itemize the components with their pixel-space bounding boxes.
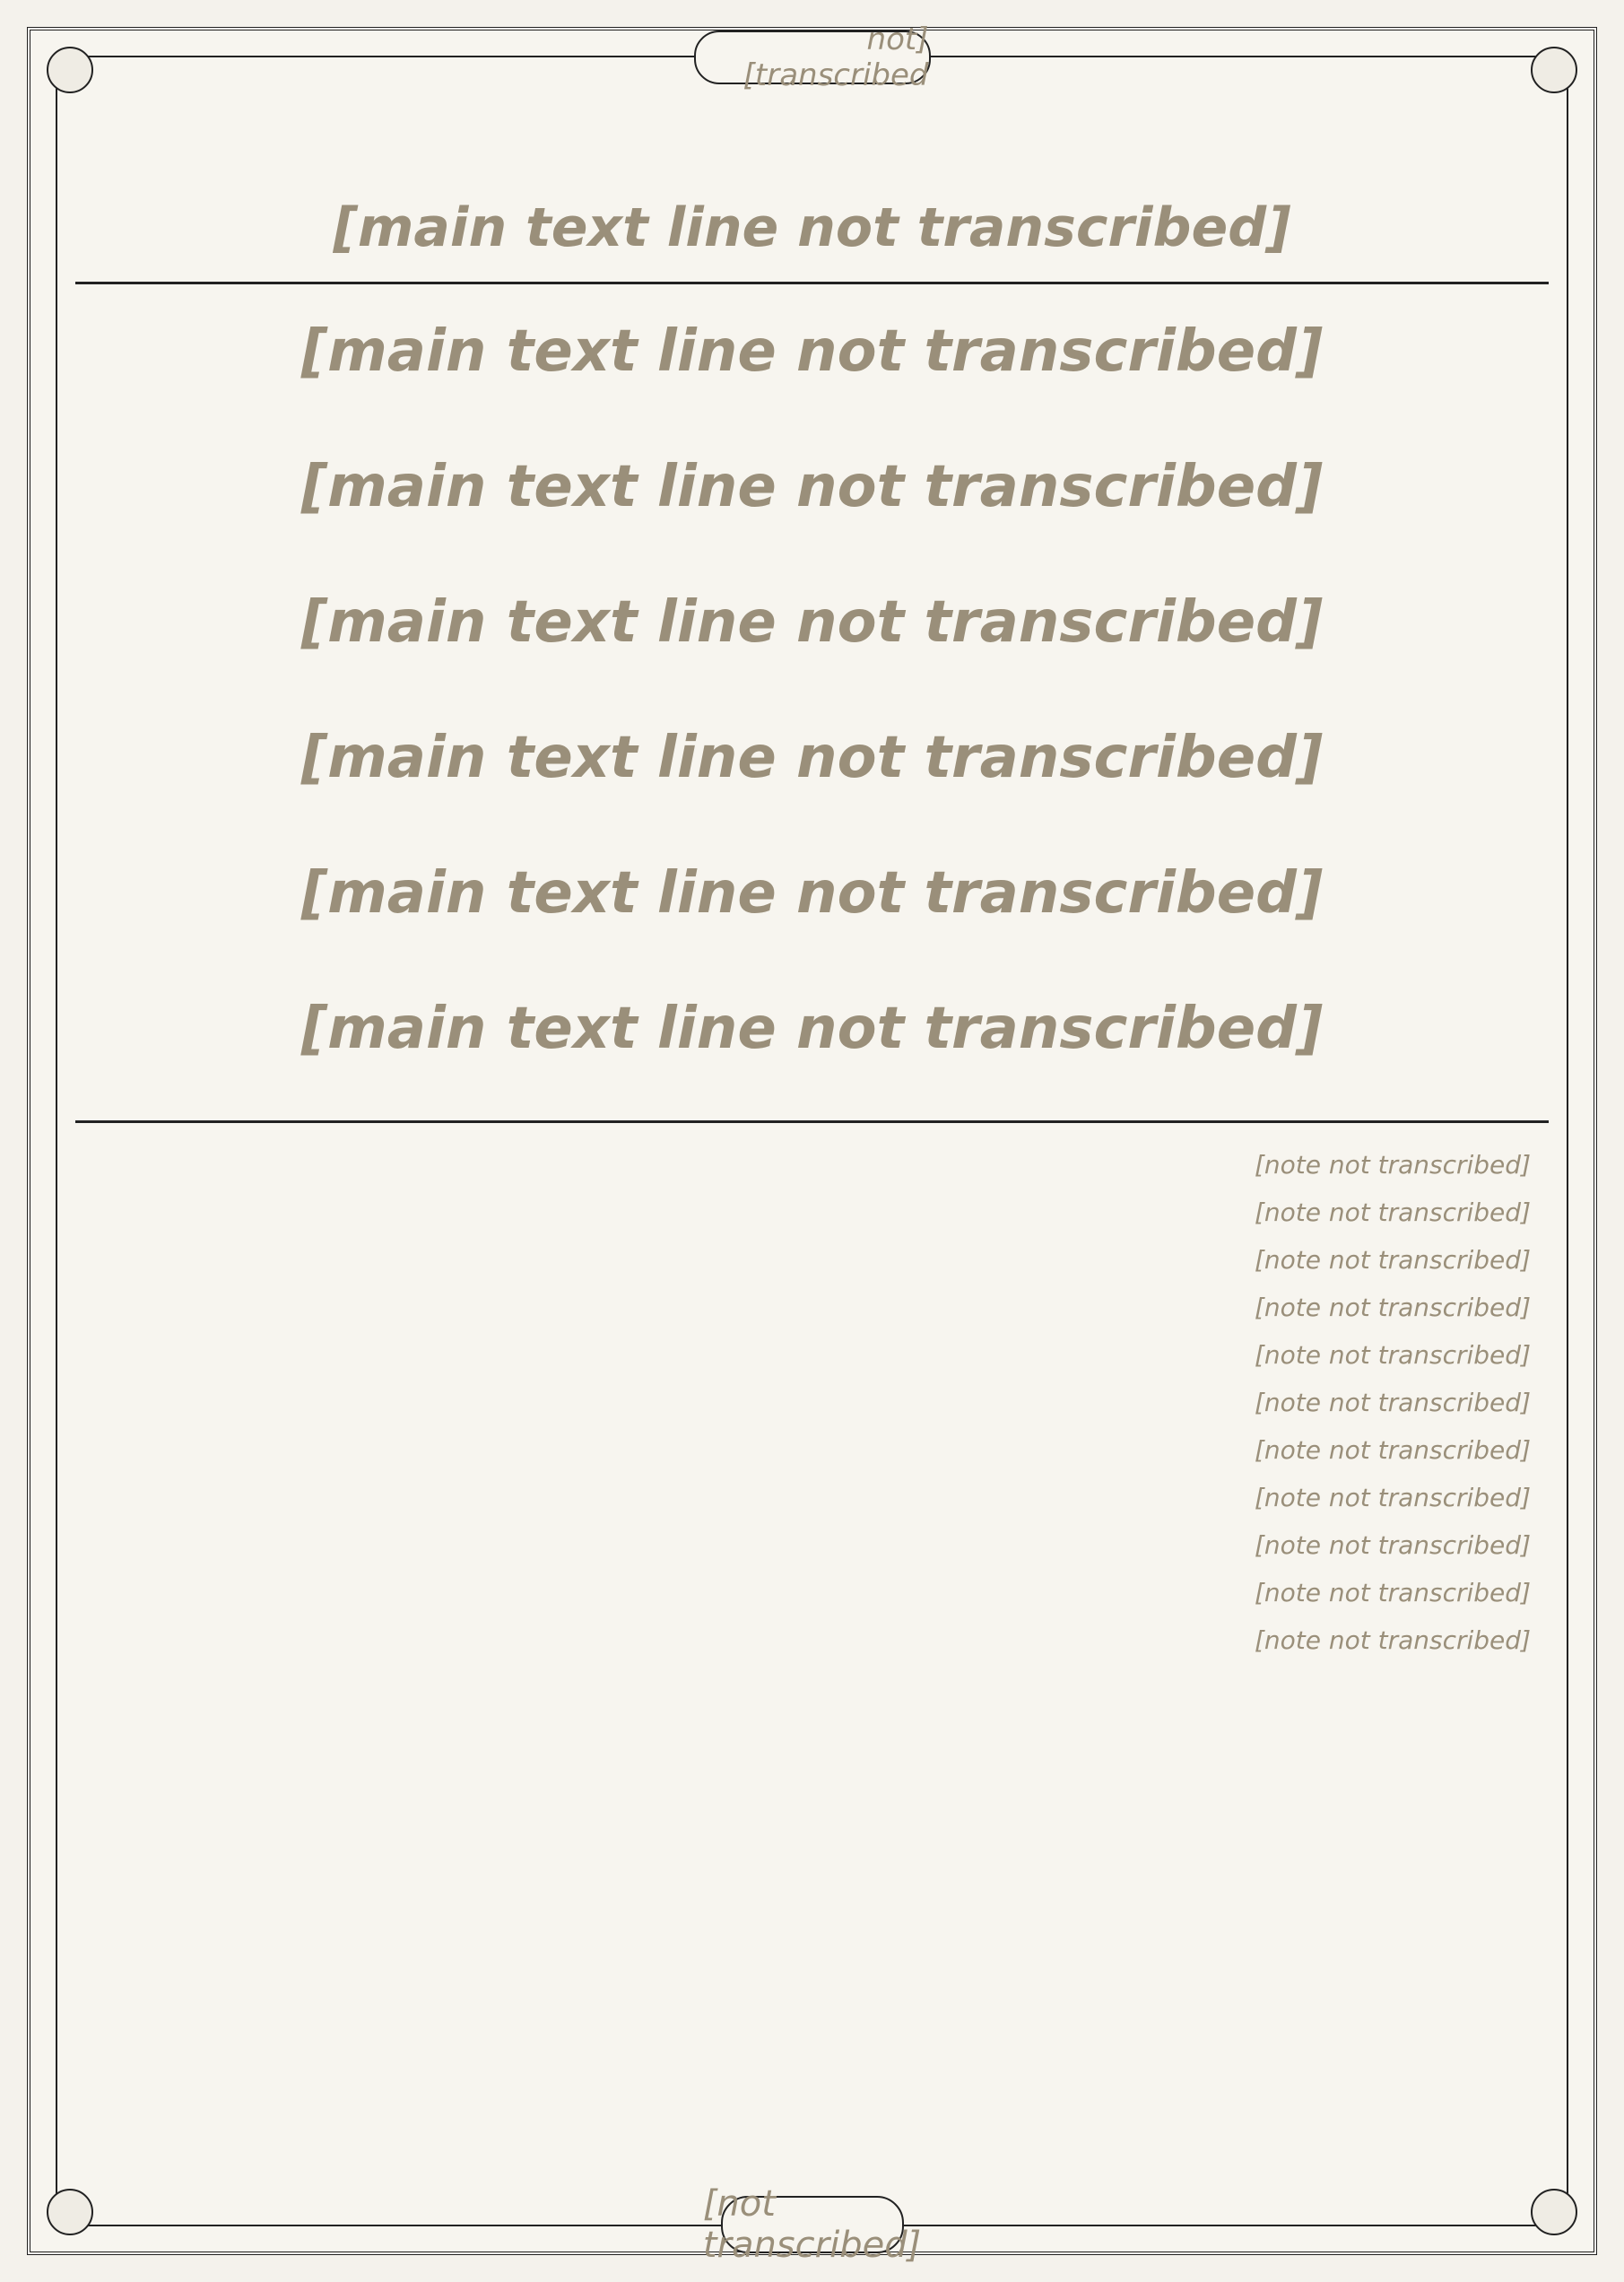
page-inner-border: [56, 22, 1568, 2266]
corner-ornament-icon: [47, 2189, 93, 2235]
footnote: [note not transcribed]: [1254, 1435, 1531, 1465]
main-text-line: [main text line not transcribed]: [300, 859, 1324, 927]
footnote: [note not transcribed]: [1254, 1293, 1531, 1322]
main-text-line: [main text line not transcribed]: [300, 453, 1324, 520]
footnote: [note not transcribed]: [1254, 1388, 1531, 1417]
footnotes-block: [93, 1143, 1531, 2153]
footnote: [note not transcribed]: [1254, 1150, 1531, 1180]
footnote: [note not transcribed]: [1254, 1198, 1531, 1227]
main-heading: [main text line not transcribed]: [75, 174, 1549, 284]
page-frame: [27, 22, 1597, 2266]
main-text-line: [main text line not transcribed]: [300, 724, 1324, 791]
footnote: [note not transcribed]: [1254, 1530, 1531, 1560]
corner-ornament-icon: [47, 47, 93, 93]
footnote: [note not transcribed]: [1254, 1578, 1531, 1607]
page-title: [694, 22, 931, 93]
corner-ornament-icon: [1531, 47, 1577, 93]
footnote: [note not transcribed]: [1254, 1245, 1531, 1275]
main-text-line: [main text line not transcribed]: [300, 995, 1324, 1062]
footnote: [note not transcribed]: [1254, 1483, 1531, 1512]
page-title-text: [not transcribed]: [743, 22, 929, 93]
notes-divider: [75, 1120, 1549, 1123]
main-text-block: [75, 174, 1549, 1143]
footnote: [note not transcribed]: [1254, 1340, 1531, 1370]
corner-ornament-icon: [1531, 2189, 1577, 2235]
page-number: [not transcribed]: [702, 2183, 922, 2266]
main-text-line: [main text line not transcribed]: [300, 318, 1324, 385]
main-text-line: [main text line not transcribed]: [300, 588, 1324, 656]
footnote: [note not transcribed]: [1254, 1625, 1531, 1655]
